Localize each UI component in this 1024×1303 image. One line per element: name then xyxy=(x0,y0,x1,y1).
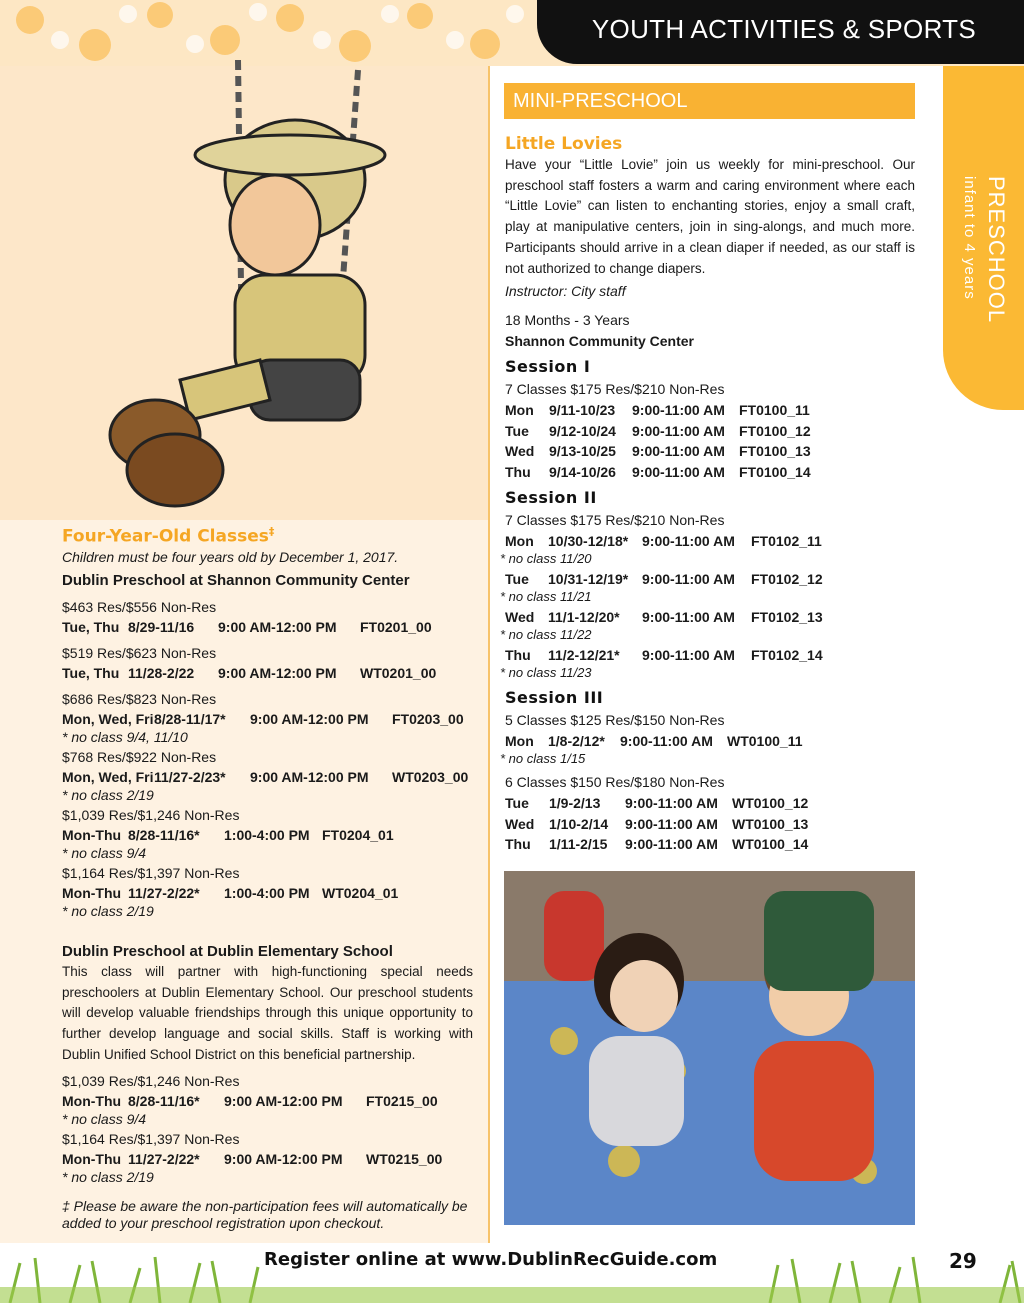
class-price: $1,164 Res/$1,397 Non-Res xyxy=(62,1131,240,1147)
class-code: FT0215_00 xyxy=(366,1093,438,1109)
class-days: Mon, Wed, Fri xyxy=(62,769,154,785)
photo-illustration xyxy=(504,871,915,1225)
session-dates: 10/30-12/18* xyxy=(548,533,629,549)
little-lovies-title: Little Lovies xyxy=(505,134,623,154)
dublin-elementary-description: This class will partner with high-functioning special needs preschoolers at Dublin Elementary School. Our preschool students will develop valuable friendships through this unique opportunity to further develop language and social skills. Staff is working with Dublin Unified School District on this beneficial partnership. xyxy=(62,964,473,1062)
session-schedule-row xyxy=(505,532,915,550)
class-time: 9:00 AM-12:00 PM xyxy=(250,711,369,727)
session-code: WT0100_14 xyxy=(732,836,809,852)
class-schedule-row xyxy=(62,1092,482,1110)
session-dates: 9/13-10/25 xyxy=(549,443,616,459)
class-code: WT0204_01 xyxy=(322,885,399,901)
class-time: 9:00 AM-12:00 PM xyxy=(218,619,337,635)
session-time: 9:00-11:00 AM xyxy=(642,609,735,625)
session-schedule-row xyxy=(505,732,915,750)
session-day: Mon xyxy=(505,402,534,418)
session-time: 9:00-11:00 AM xyxy=(632,463,725,480)
class-price: $686 Res/$823 Non-Res xyxy=(62,691,217,707)
class-price: $1,039 Res/$1,246 Non-Res xyxy=(62,807,240,823)
mini-preschool-title: MINI-PRESCHOOL xyxy=(513,90,688,112)
footnote-line-2: added to your preschool registration upon checkout. xyxy=(62,1215,385,1231)
class-dates: 11/27-2/22* xyxy=(128,1151,200,1167)
session-3-price-b: 6 Classes $150 Res/$180 Non-Res xyxy=(505,774,725,790)
category-side-tab xyxy=(943,66,1024,410)
class-price: $1,039 Res/$1,246 Non-Res xyxy=(62,1073,240,1089)
session-dates: 9/12-10/24 xyxy=(549,422,616,439)
session-time: 9:00-11:00 AM xyxy=(642,647,735,663)
session-time: 9:00-11:00 AM xyxy=(625,795,718,811)
footnote-line-1: ‡ Please be aware the non-participation fees will automatically be xyxy=(62,1198,468,1214)
location-dublin-elementary: Dublin Preschool at Dublin Elementary School xyxy=(62,943,393,960)
class-dates: 11/27-2/22* xyxy=(128,885,200,901)
double-dagger-mark: ‡ xyxy=(268,525,275,538)
class-dates: 11/28-2/22 xyxy=(128,665,195,681)
class-price: $768 Res/$922 Non-Res xyxy=(62,749,217,765)
session-day: Wed xyxy=(505,443,535,459)
no-class-note: * no class 11/20 xyxy=(500,550,592,566)
no-class-note: * no class 11/22 xyxy=(500,626,592,642)
session-time: 9:00-11:00 AM xyxy=(632,443,725,459)
session-day: Tue xyxy=(505,571,529,587)
session-schedule-row xyxy=(505,815,915,833)
class-days: Mon, Wed, Fri xyxy=(62,711,154,727)
class-dates: 11/27-2/23* xyxy=(154,769,226,785)
session-schedule-row xyxy=(505,570,915,588)
session-day: Wed xyxy=(505,609,535,625)
session-time: 9:00-11:00 AM xyxy=(620,733,713,749)
column-divider xyxy=(488,66,490,1243)
cartoon-boy-on-swing-illustration xyxy=(60,60,430,520)
session-schedule-row xyxy=(505,422,915,440)
no-class-note: * no class 11/23 xyxy=(500,664,592,680)
session-time: 9:00-11:00 AM xyxy=(625,836,718,852)
class-days: Tue, Thu xyxy=(62,665,120,681)
session-dates: 9/14-10/26 xyxy=(549,463,616,480)
class-time: 1:00-4:00 PM xyxy=(224,827,310,843)
class-code: WT0203_00 xyxy=(392,769,469,785)
session-code: FT0102_14 xyxy=(751,647,823,663)
class-price: $463 Res/$556 Non-Res xyxy=(62,599,217,615)
no-class-note: * no class 11/21 xyxy=(500,588,592,604)
class-price: $519 Res/$623 Non-Res xyxy=(62,645,217,661)
register-online-link[interactable]: Register online at www.DublinRecGuide.com xyxy=(264,1249,718,1270)
page-number: 29 xyxy=(949,1249,977,1273)
session-code: FT0100_13 xyxy=(739,443,811,459)
no-class-note: * no class 9/4, 11/10 xyxy=(62,729,188,745)
session-dates: 11/2-12/21* xyxy=(548,647,620,663)
four-year-old-heading: Four-Year-Old Classes‡ xyxy=(62,525,275,547)
age-requirement-note: Children must be four years old by December 1, 2017. xyxy=(62,549,399,565)
session-2-price: 7 Classes $175 Res/$210 Non-Res xyxy=(505,512,725,528)
no-class-note: * no class 2/19 xyxy=(62,903,154,919)
class-days: Tue, Thu xyxy=(62,619,120,635)
session-day: Thu xyxy=(505,463,531,480)
session-time: 9:00-11:00 AM xyxy=(642,571,735,587)
session-day: Thu xyxy=(505,836,531,852)
session-schedule-row xyxy=(505,794,915,812)
session-code: WT0100_12 xyxy=(732,795,809,811)
session-day: Wed xyxy=(505,815,535,832)
class-days: Mon-Thu xyxy=(62,1093,122,1109)
session-code: WT0100_13 xyxy=(732,815,809,832)
class-price: $1,164 Res/$1,397 Non-Res xyxy=(62,865,240,881)
session-day: Tue xyxy=(505,795,529,811)
class-code: WT0215_00 xyxy=(366,1151,443,1167)
right-location: Shannon Community Center xyxy=(505,333,695,349)
session-code: FT0102_11 xyxy=(751,533,822,549)
class-code: WT0201_00 xyxy=(360,665,437,681)
instructor-label: Instructor: City staff xyxy=(505,283,626,299)
section-title: YOUTH ACTIVITIES & SPORTS xyxy=(591,14,976,44)
category-title: PRESCHOOL xyxy=(984,176,1009,324)
session-code: FT0100_14 xyxy=(739,463,811,480)
class-days: Mon-Thu xyxy=(62,827,122,843)
class-time: 9:00 AM-12:00 PM xyxy=(250,769,369,785)
no-class-note: * no class 2/19 xyxy=(62,787,154,803)
class-code: FT0201_00 xyxy=(360,619,432,635)
class-schedule-row xyxy=(62,710,482,728)
no-class-note: * no class 1/15 xyxy=(500,750,586,766)
class-time: 9:00 AM-12:00 PM xyxy=(224,1151,343,1167)
session-2-title: Session II xyxy=(505,488,597,507)
no-class-note: * no class 9/4 xyxy=(62,845,147,861)
session-dates: 1/8-2/12* xyxy=(548,733,605,749)
class-days: Mon-Thu xyxy=(62,1151,122,1167)
class-dates: 8/29-11/16 xyxy=(128,619,195,635)
section-header-tab xyxy=(537,0,1024,64)
class-days: Mon-Thu xyxy=(62,885,122,901)
session-time: 9:00-11:00 AM xyxy=(625,815,718,832)
session-schedule-row xyxy=(505,401,915,419)
class-time: 9:00 AM-12:00 PM xyxy=(218,665,337,681)
class-code: FT0204_01 xyxy=(322,827,394,843)
class-schedule-row xyxy=(62,768,482,786)
class-dates: 8/28-11/17* xyxy=(154,711,226,727)
session-dates: 1/9-2/13 xyxy=(549,795,601,811)
session-dates: 11/1-12/20* xyxy=(548,609,620,625)
class-schedule-row xyxy=(62,1150,482,1168)
session-code: WT0100_11 xyxy=(727,733,803,749)
session-schedule-row xyxy=(505,463,915,481)
session-dates: 9/11-10/23 xyxy=(549,402,616,418)
class-code: FT0203_00 xyxy=(392,711,464,727)
session-dates: 1/10-2/14 xyxy=(549,815,609,832)
session-code: FT0102_12 xyxy=(751,571,823,587)
session-time: 9:00-11:00 AM xyxy=(642,533,735,549)
session-code: FT0102_13 xyxy=(751,609,823,625)
session-3-title: Session III xyxy=(505,688,604,707)
session-schedule-row xyxy=(505,835,915,853)
mini-preschool-bar xyxy=(504,83,915,119)
children-playing-photo xyxy=(504,871,915,1225)
class-dates: 8/28-11/16* xyxy=(128,1093,200,1109)
age-range: 18 Months - 3 Years xyxy=(505,312,630,328)
session-code: FT0100_11 xyxy=(739,402,810,418)
session-schedule-row xyxy=(505,646,915,664)
session-schedule-row xyxy=(505,442,915,460)
session-3-price-a: 5 Classes $125 Res/$150 Non-Res xyxy=(505,712,725,728)
class-schedule-row xyxy=(62,618,482,636)
no-class-note: * no class 9/4 xyxy=(62,1111,147,1127)
session-time: 9:00-11:00 AM xyxy=(632,402,725,418)
class-dates: 8/28-11/16* xyxy=(128,827,200,843)
session-1-title: Session I xyxy=(505,357,591,376)
session-1-price: 7 Classes $175 Res/$210 Non-Res xyxy=(505,381,725,397)
class-time: 9:00 AM-12:00 PM xyxy=(224,1093,343,1109)
session-dates: 10/31-12/19* xyxy=(548,571,629,587)
no-class-note: * no class 2/19 xyxy=(62,1169,154,1185)
location-shannon: Dublin Preschool at Shannon Community Center xyxy=(62,572,410,589)
class-time: 1:00-4:00 PM xyxy=(224,885,310,901)
category-subtitle: infant to 4 years xyxy=(961,176,978,300)
little-lovies-description: Have your “Little Lovie” join us weekly for mini-preschool. Our preschool staff fosters a warm and caring environment where each “Little Lovie” can listen to enchanting stories, enjoy a small craft, play at manipulative centers, join in sing-alongs, and much more. Participants should arrive in a clean diaper if needed, as our staff is not authorized to change diapers. xyxy=(505,157,915,276)
session-code: FT0100_12 xyxy=(739,422,811,439)
session-day: Mon xyxy=(505,533,534,549)
class-schedule-row xyxy=(62,664,482,682)
session-day: Mon xyxy=(505,733,534,749)
session-time: 9:00-11:00 AM xyxy=(632,422,725,439)
class-schedule-row xyxy=(62,826,482,844)
session-day: Tue xyxy=(505,422,529,439)
session-schedule-row xyxy=(505,608,915,626)
session-dates: 1/11-2/15 xyxy=(549,836,608,852)
session-day: Thu xyxy=(505,647,531,663)
class-schedule-row xyxy=(62,884,482,902)
